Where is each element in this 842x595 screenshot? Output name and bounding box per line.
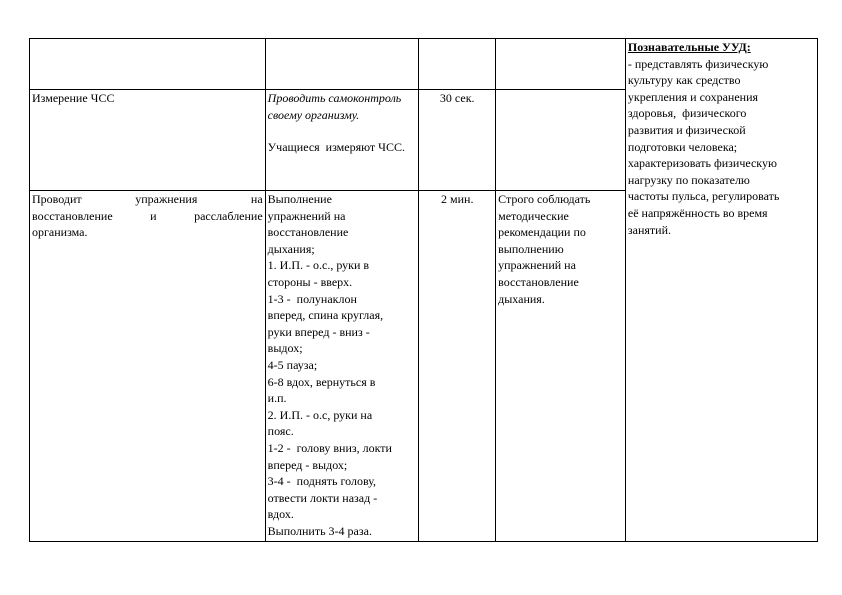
cell-measure-time: 30 сек. — [419, 90, 496, 191]
cell-measure-teacher: Измерение ЧСС — [30, 90, 266, 191]
recover-student-line: руки вперед - вниз - — [267, 324, 370, 339]
recover-student-line: пояс. — [267, 424, 294, 439]
recover-note-line: методические — [498, 208, 569, 223]
recover-teacher-line: восстановление и расслабление — [32, 208, 263, 223]
cell-uud — [625, 39, 817, 542]
lesson-plan-table — [29, 38, 818, 542]
uud-line: характеризовать физическую — [627, 156, 777, 171]
cell-recover-student — [265, 191, 419, 542]
uud-line: частоты пульса, регулировать — [627, 189, 780, 204]
uud-line: занятий. — [627, 222, 671, 237]
recover-note-line: выполнению — [498, 241, 564, 256]
uud-line: культуру как средство — [627, 73, 741, 88]
recover-student-line: дыхания; — [267, 241, 315, 256]
recover-student-line: вперед - выдох; — [267, 457, 348, 472]
recover-student-line: отвести локти назад - — [267, 490, 378, 505]
recover-student-line: 3-4 - поднять голову, — [267, 474, 377, 489]
recover-student-line: 4-5 пауза; — [267, 357, 318, 372]
recover-note-line: дыхания. — [498, 291, 545, 306]
recover-student-line: 1. И.П. - о.с., руки в — [267, 258, 370, 273]
measure-student-italic: Проводить самоконтроль своему организму. — [267, 91, 405, 122]
cell-blank-note — [496, 39, 626, 90]
cell-recover-time: 2 мин. — [419, 191, 496, 542]
uud-line: нагрузку по показателю — [627, 172, 750, 187]
uud-line: развития и физической — [627, 122, 746, 137]
recover-student-line: выдох; — [267, 341, 303, 356]
uud-line: укрепления и сохранения — [627, 89, 759, 104]
recover-note-line: восстановление — [498, 274, 579, 289]
cell-blank-teacher — [30, 39, 266, 90]
recover-student-line: 1-3 - полунаклон — [267, 291, 357, 306]
recover-teacher-line: Проводит упражнения на — [32, 192, 263, 206]
recover-student-line: вперед, спина круглая, — [267, 308, 384, 323]
recover-student-line: 2. И.П. - о.с, руки на — [267, 407, 373, 422]
recover-note-line: рекомендации по — [498, 225, 586, 240]
cell-blank-student — [265, 39, 419, 90]
cell-blank-time — [419, 39, 496, 90]
recover-student-line: упражнений на — [267, 208, 346, 223]
table-row-blank — [30, 39, 818, 90]
cell-recover-note — [496, 191, 626, 542]
measure-student-plain: Учащиеся измеряют ЧСС. — [267, 140, 405, 155]
cell-measure-note — [496, 90, 626, 191]
recover-teacher-line: организма. — [32, 225, 88, 240]
recover-student-line: вдох. — [267, 507, 294, 522]
recover-student-line: восстановление — [267, 225, 349, 240]
recover-student-line: 1-2 - голову вниз, локти — [267, 440, 392, 455]
recover-student-line: Выполнение — [267, 192, 332, 206]
recover-student-line: стороны - вверх. — [267, 274, 353, 289]
recover-note-line: Строго соблюдать — [498, 192, 591, 206]
uud-line: подготовки человека; — [627, 139, 738, 154]
uud-line: здоровья, физического — [627, 106, 747, 121]
uud-line: - представлять физическую — [627, 56, 769, 71]
recover-note-line: упражнений на — [498, 258, 576, 273]
recover-student-line: и.п. — [267, 391, 287, 406]
spacer — [268, 123, 417, 139]
uud-title: Познавательные УУД: — [627, 40, 751, 54]
recover-student-line: 6-8 вдох, вернуться в — [267, 374, 376, 389]
cell-recover-teacher — [30, 191, 266, 542]
uud-line: её напряжённость во время — [627, 205, 768, 220]
cell-measure-student — [265, 90, 419, 191]
recover-student-line: Выполнить 3-4 раза. — [267, 523, 372, 538]
